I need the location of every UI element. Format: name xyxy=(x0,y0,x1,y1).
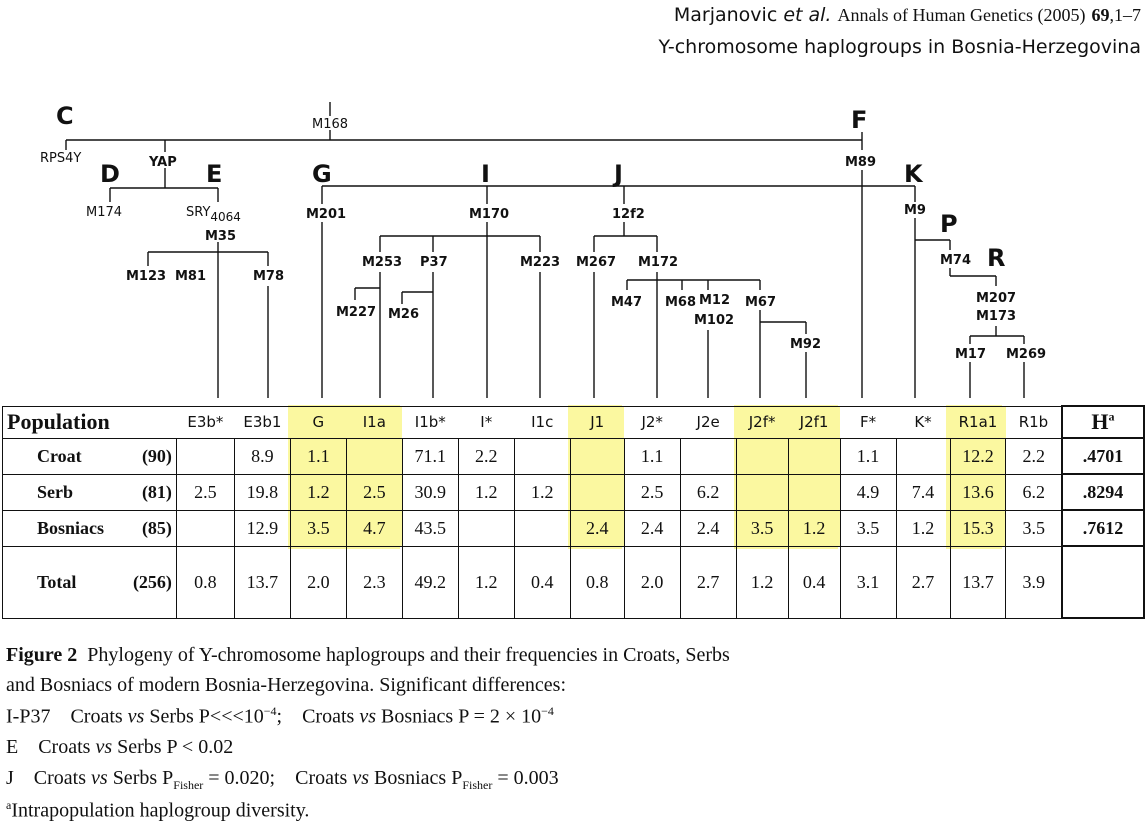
frequency-cell: 13.7 xyxy=(234,546,290,618)
table-row xyxy=(3,474,1145,510)
frequency-cell xyxy=(788,474,840,510)
frequency-cell: 2.4 xyxy=(570,510,624,546)
frequency-cell: 1.2 xyxy=(290,474,346,510)
frequency-cell: 1.2 xyxy=(458,474,514,510)
frequency-cell: 3.5 xyxy=(840,510,896,546)
haplogroup-header: E3b1 xyxy=(234,406,290,438)
marker-M170: M170 xyxy=(469,207,510,222)
frequency-cell: 2.2 xyxy=(458,438,514,474)
header-volume: 69 xyxy=(1091,5,1110,25)
frequency-cell: 2.5 xyxy=(176,474,234,510)
clade-C: C xyxy=(56,102,74,130)
marker-M123: M123 xyxy=(126,269,167,284)
marker-M223: M223 xyxy=(520,255,561,270)
marker-M92: M92 xyxy=(790,337,822,352)
marker-M78: M78 xyxy=(253,269,285,284)
frequency-cell xyxy=(736,438,788,474)
frequency-cell: 3.5 xyxy=(736,510,788,546)
population-name: Croat (90) xyxy=(3,438,177,474)
population-name: Serb (81) xyxy=(3,474,177,510)
frequency-cell: 13.6 xyxy=(950,474,1006,510)
frequency-cell: 30.9 xyxy=(402,474,458,510)
caption-line-1 xyxy=(6,644,730,667)
frequency-cell: 1.2 xyxy=(514,474,570,510)
table-row xyxy=(3,546,1145,618)
h-diversity-value: .4701 xyxy=(1062,438,1144,474)
h-diversity-value: .7612 xyxy=(1062,510,1144,546)
frequency-cell xyxy=(458,510,514,546)
marker-M47: M47 xyxy=(611,295,643,310)
frequency-cell: 43.5 xyxy=(402,510,458,546)
frequency-cell xyxy=(176,438,234,474)
frequency-cell: 13.7 xyxy=(950,546,1006,618)
clade-I: I xyxy=(481,160,490,188)
frequency-cell: 2.5 xyxy=(624,474,680,510)
frequency-cell: 1.1 xyxy=(624,438,680,474)
frequency-cell: 19.8 xyxy=(234,474,290,510)
frequency-cell: 4.7 xyxy=(346,510,402,546)
marker-M68: M68 xyxy=(665,295,697,310)
haplogroup-header: E3b* xyxy=(176,406,234,438)
marker-SRY: SRY4064 xyxy=(186,205,241,224)
marker-M253: M253 xyxy=(362,255,403,270)
marker-M81: M81 xyxy=(175,269,207,284)
haplogroup-header: R1a1 xyxy=(950,406,1006,438)
caption-line-2: and Bosniacs of modern Bosnia-Herzegovina. Significant differences: xyxy=(6,674,567,696)
frequency-cell: 2.0 xyxy=(624,546,680,618)
frequency-cell: 1.1 xyxy=(840,438,896,474)
population-name: Total (256) xyxy=(3,546,177,618)
marker-P37: P37 xyxy=(420,255,448,270)
marker-M201: M201 xyxy=(306,207,347,222)
frequency-cell: 3.9 xyxy=(1006,546,1062,618)
header-journal: Annals of Human Genetics (2005) xyxy=(837,5,1086,25)
frequency-cell: 2.7 xyxy=(896,546,950,618)
running-header-title: Y-chromosome haplogroups in Bosnia-Herzegovina xyxy=(658,36,1141,58)
frequency-cell xyxy=(570,438,624,474)
h-diversity-header: $H^a$ xyxy=(1062,406,1144,438)
table-row xyxy=(3,438,1145,474)
frequency-cell: 1.1 xyxy=(290,438,346,474)
frequency-cell: 3.5 xyxy=(290,510,346,546)
clade-K: K xyxy=(904,160,923,188)
frequency-cell: 4.9 xyxy=(840,474,896,510)
marker-M35: M35 xyxy=(205,229,237,244)
marker-YAP: YAP xyxy=(149,155,177,170)
caption-fig-label: Figure 2 xyxy=(6,644,78,666)
marker-M67: M67 xyxy=(745,295,777,310)
clade-E: E xyxy=(206,160,223,188)
frequency-cell: 2.5 xyxy=(346,474,402,510)
caption-line-3: I-P37 Croats vs Serbs $P<<<10^{-4}$; Croats vs Bosniacs $P = 2 \times 10^{-4}$ xyxy=(6,704,554,728)
frequency-cell: 2.3 xyxy=(346,546,402,618)
h-diversity-value xyxy=(1062,546,1144,618)
frequency-cell: 7.4 xyxy=(896,474,950,510)
clade-G: G xyxy=(312,160,332,188)
marker-M89: M89 xyxy=(845,155,877,170)
population-name: Bosniacs (85) xyxy=(3,510,177,546)
haplogroup-header: J2* xyxy=(624,406,680,438)
haplogroup-header: R1b xyxy=(1006,406,1062,438)
marker-M26: M26 xyxy=(388,307,420,322)
marker-M168: M168 xyxy=(312,117,349,132)
frequency-cell: 0.8 xyxy=(176,546,234,618)
frequency-cell: 2.4 xyxy=(624,510,680,546)
clade-J: J xyxy=(614,160,623,188)
frequency-cell: 1.2 xyxy=(896,510,950,546)
clade-F: F xyxy=(851,106,868,134)
frequency-cell: 2.4 xyxy=(680,510,736,546)
haplogroup-header: G xyxy=(290,406,346,438)
frequency-cell: 1.2 xyxy=(788,510,840,546)
marker-M174: M174 xyxy=(86,205,123,220)
marker-M207: M207 xyxy=(976,291,1017,306)
frequency-cell: 12.2 xyxy=(950,438,1006,474)
haplogroup-header: I1a xyxy=(346,406,402,438)
haplogroup-header: I1c xyxy=(514,406,570,438)
frequency-cell xyxy=(514,510,570,546)
haplogroup-header: J2f1 xyxy=(788,406,840,438)
frequency-cell xyxy=(896,438,950,474)
clade-R: R xyxy=(987,244,1006,272)
marker-M12: M12 xyxy=(699,293,731,308)
frequency-cell: 12.9 xyxy=(234,510,290,546)
marker-M267: M267 xyxy=(576,255,617,270)
frequency-cell: 3.5 xyxy=(1006,510,1062,546)
haplogroup-header: J1 xyxy=(570,406,624,438)
frequency-cell: 2.7 xyxy=(680,546,736,618)
haplogroup-header: I* xyxy=(458,406,514,438)
frequency-cell xyxy=(514,438,570,474)
frequency-cell: 2.0 xyxy=(290,546,346,618)
haplogroup-header: J2e xyxy=(680,406,736,438)
header-authors: Marjanovic xyxy=(673,4,778,26)
frequency-cell: 6.2 xyxy=(1006,474,1062,510)
frequency-cell xyxy=(346,438,402,474)
frequency-cell xyxy=(736,474,788,510)
marker-12f2: 12f2 xyxy=(612,207,645,222)
table-row xyxy=(3,510,1145,546)
table-header-row xyxy=(3,406,1145,438)
frequency-cell: 2.2 xyxy=(1006,438,1062,474)
clade-P: P xyxy=(940,210,958,238)
frequency-cell xyxy=(570,474,624,510)
frequency-cell xyxy=(176,510,234,546)
frequency-cell: 1.2 xyxy=(736,546,788,618)
frequency-cell: 3.1 xyxy=(840,546,896,618)
caption-line-4: E Croats vs Serbs P < 0.02 xyxy=(6,736,234,758)
h-diversity-value: .8294 xyxy=(1062,474,1144,510)
frequency-cell: 15.3 xyxy=(950,510,1006,546)
marker-M74: M74 xyxy=(940,253,972,268)
frequency-cell xyxy=(680,438,736,474)
frequency-cell: 49.2 xyxy=(402,546,458,618)
marker-RPS4Y: RPS4Y xyxy=(40,151,82,166)
header-pages: ,1–7 xyxy=(1109,5,1141,25)
frequency-cell: 1.2 xyxy=(458,546,514,618)
marker-M172: M172 xyxy=(638,255,679,270)
marker-M17: M17 xyxy=(955,347,987,362)
marker-M9: M9 xyxy=(904,203,926,218)
haplogroup-header: I1b* xyxy=(402,406,458,438)
frequency-cell xyxy=(788,438,840,474)
frequency-table xyxy=(2,405,1145,619)
haplogroup-header: K* xyxy=(896,406,950,438)
population-header: Population xyxy=(3,406,177,438)
caption-text-1: Phylogeny of Y-chromosome haplogroups and their frequencies in Croats, Serbs xyxy=(87,644,730,666)
frequency-cell: 71.1 xyxy=(402,438,458,474)
caption-footnote: $^a$Intrapopulation haplogroup diversity. xyxy=(6,798,310,822)
header-etal: et al. xyxy=(783,4,832,26)
caption-line-5: J Croats vs Serbs $P_{Fisher} = 0.020$; Croats vs Bosniacs $P_{Fisher} = 0.003$ xyxy=(6,767,559,792)
marker-M227: M227 xyxy=(336,305,377,320)
haplogroup-header: J2f* xyxy=(736,406,788,438)
haplogroup-header: F* xyxy=(840,406,896,438)
clade-D: D xyxy=(100,160,120,188)
frequency-cell: 0.8 xyxy=(570,546,624,618)
frequency-cell: 0.4 xyxy=(788,546,840,618)
marker-M269: M269 xyxy=(1006,347,1047,362)
marker-M102: M102 xyxy=(694,313,735,328)
frequency-cell: 8.9 xyxy=(234,438,290,474)
frequency-cell: 6.2 xyxy=(680,474,736,510)
marker-M173: M173 xyxy=(976,309,1017,324)
frequency-cell: 0.4 xyxy=(514,546,570,618)
